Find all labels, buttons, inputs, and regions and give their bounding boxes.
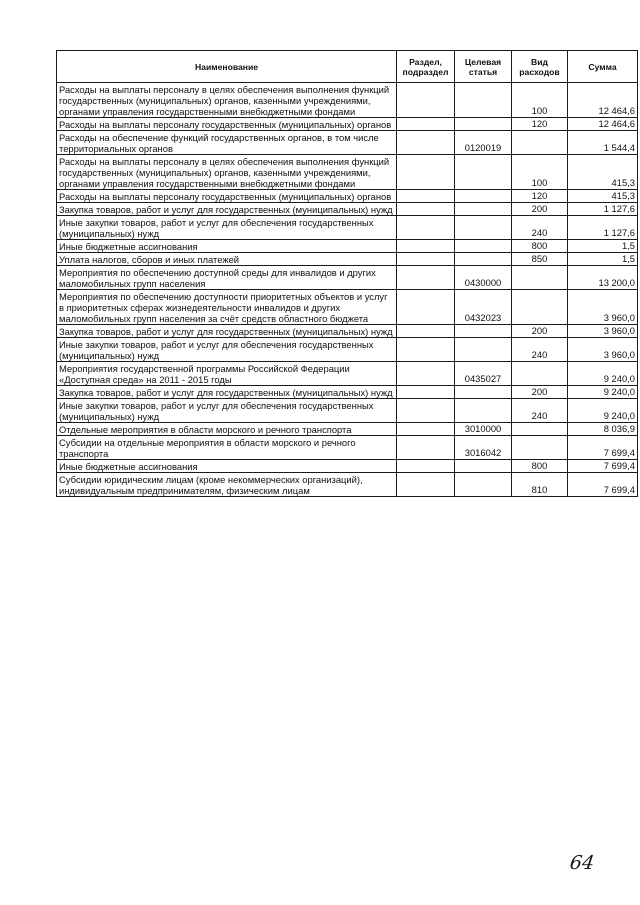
cell-target (455, 203, 512, 216)
cell-target: 0432023 (455, 290, 512, 325)
table-row (57, 118, 638, 131)
cell-section (397, 473, 455, 497)
budget-table (56, 50, 638, 497)
cell-name: Закупка товаров, работ и услуг для государственных (муниципальных) нужд (57, 325, 397, 338)
table-row (57, 240, 638, 253)
cell-target (455, 240, 512, 253)
cell-target (455, 155, 512, 190)
cell-name: Уплата налогов, сборов и иных платежей (57, 253, 397, 266)
cell-name: Субсидии юридическим лицам (кроме некоммерческих организаций), индивидуальным предпринимателям, физическим лицам (57, 473, 397, 497)
cell-expense-type: 240 (512, 216, 568, 240)
cell-expense-type (512, 131, 568, 155)
table-row (57, 266, 638, 290)
cell-name: Субсидии на отдельные мероприятия в области морского и речного транспорта (57, 436, 397, 460)
cell-sum: 9 240,0 (568, 399, 638, 423)
cell-sum: 7 699,4 (568, 436, 638, 460)
cell-section (397, 436, 455, 460)
cell-expense-type: 850 (512, 253, 568, 266)
cell-section (397, 190, 455, 203)
cell-expense-type (512, 423, 568, 436)
cell-target (455, 190, 512, 203)
table-row (57, 362, 638, 386)
cell-sum: 415,3 (568, 190, 638, 203)
cell-name: Мероприятия по обеспечению доступной среды для инвалидов и других маломобильных групп населения (57, 266, 397, 290)
cell-sum: 9 240,0 (568, 386, 638, 399)
cell-expense-type: 200 (512, 386, 568, 399)
table-row (57, 399, 638, 423)
cell-target: 0435027 (455, 362, 512, 386)
cell-section (397, 386, 455, 399)
header-target: Целевая статья (455, 51, 512, 83)
cell-section (397, 155, 455, 190)
cell-name: Расходы на выплаты персоналу в целях обеспечения выполнения функций государственных (муниципальных) органов, казенными учреждениями, органами управления государственными внебюджетными фондами (57, 155, 397, 190)
cell-sum: 12 464,6 (568, 118, 638, 131)
cell-expense-type: 200 (512, 325, 568, 338)
header-sum: Сумма (568, 51, 638, 83)
cell-section (397, 423, 455, 436)
header-row (57, 51, 638, 83)
cell-section (397, 216, 455, 240)
cell-sum: 1 544,4 (568, 131, 638, 155)
cell-target (455, 325, 512, 338)
cell-sum: 1,5 (568, 240, 638, 253)
cell-name: Закупка товаров, работ и услуг для государственных (муниципальных) нужд (57, 203, 397, 216)
cell-sum: 415,3 (568, 155, 638, 190)
cell-target (455, 253, 512, 266)
cell-expense-type (512, 266, 568, 290)
cell-target (455, 83, 512, 118)
cell-section (397, 266, 455, 290)
cell-name: Иные закупки товаров, работ и услуг для обеспечения государственных (муниципальных) нужд (57, 338, 397, 362)
cell-target (455, 118, 512, 131)
cell-sum: 3 960,0 (568, 338, 638, 362)
table-body (57, 83, 638, 497)
table-row (57, 155, 638, 190)
table-row (57, 190, 638, 203)
cell-sum: 1,5 (568, 253, 638, 266)
cell-section (397, 338, 455, 362)
cell-sum: 8 036,9 (568, 423, 638, 436)
cell-name: Иные закупки товаров, работ и услуг для обеспечения государственных (муниципальных) нужд (57, 216, 397, 240)
table-row (57, 290, 638, 325)
cell-sum: 13 200,0 (568, 266, 638, 290)
cell-expense-type: 120 (512, 190, 568, 203)
cell-name: Расходы на выплаты персоналу государственных (муниципальных) органов (57, 190, 397, 203)
cell-expense-type: 240 (512, 338, 568, 362)
page-number: 64 (568, 852, 596, 874)
cell-name: Расходы на выплаты персоналу государственных (муниципальных) органов (57, 118, 397, 131)
cell-expense-type: 120 (512, 118, 568, 131)
cell-name: Иные бюджетные ассигнования (57, 460, 397, 473)
cell-name: Иные закупки товаров, работ и услуг для обеспечения государственных (муниципальных) нужд (57, 399, 397, 423)
table-row (57, 423, 638, 436)
cell-expense-type: 800 (512, 240, 568, 253)
cell-section (397, 83, 455, 118)
table-row (57, 83, 638, 118)
cell-expense-type (512, 436, 568, 460)
cell-sum: 1 127,6 (568, 203, 638, 216)
cell-section (397, 399, 455, 423)
cell-target (455, 460, 512, 473)
cell-section (397, 460, 455, 473)
cell-section (397, 203, 455, 216)
cell-section (397, 325, 455, 338)
table-row (57, 253, 638, 266)
cell-name: Отдельные мероприятия в области морского и речного транспорта (57, 423, 397, 436)
cell-name: Расходы на выплаты персоналу в целях обеспечения выполнения функций государственных (муниципальных) органов, казенными учреждениями, органами управления государственными внебюджетными фондами (57, 83, 397, 118)
cell-section (397, 362, 455, 386)
cell-sum: 1 127,6 (568, 216, 638, 240)
cell-name: Иные бюджетные ассигнования (57, 240, 397, 253)
cell-target: 0430000 (455, 266, 512, 290)
cell-sum: 7 699,4 (568, 473, 638, 497)
cell-target: 3010000 (455, 423, 512, 436)
cell-section (397, 253, 455, 266)
cell-target (455, 386, 512, 399)
cell-expense-type (512, 290, 568, 325)
cell-section (397, 118, 455, 131)
cell-target (455, 399, 512, 423)
cell-expense-type (512, 362, 568, 386)
cell-name: Мероприятия по обеспечению доступности приоритетных объектов и услуг в приоритетных сферах жизнедеятельности инвалидов и других маломобильных групп населения за счёт средств областного бюджета (57, 290, 397, 325)
table-header (57, 51, 638, 83)
header-section: Раздел, подраздел (397, 51, 455, 83)
cell-section (397, 240, 455, 253)
cell-expense-type: 240 (512, 399, 568, 423)
cell-expense-type: 100 (512, 83, 568, 118)
cell-sum: 12 464,6 (568, 83, 638, 118)
cell-name: Расходы на обеспечение функций государственных органов, в том числе территориальных органов (57, 131, 397, 155)
cell-target: 3016042 (455, 436, 512, 460)
table-row (57, 473, 638, 497)
cell-expense-type: 800 (512, 460, 568, 473)
cell-target (455, 473, 512, 497)
cell-expense-type: 100 (512, 155, 568, 190)
cell-target (455, 338, 512, 362)
table-row (57, 131, 638, 155)
table-row (57, 216, 638, 240)
cell-target (455, 216, 512, 240)
cell-expense-type: 200 (512, 203, 568, 216)
cell-sum: 7 699,4 (568, 460, 638, 473)
cell-target: 0120019 (455, 131, 512, 155)
cell-name: Закупка товаров, работ и услуг для государственных (муниципальных) нужд (57, 386, 397, 399)
cell-name: Мероприятия государственной программы Российской Федерации «Доступная среда» на 2011 - 2015 годы (57, 362, 397, 386)
table-row (57, 325, 638, 338)
cell-expense-type: 810 (512, 473, 568, 497)
table-row (57, 460, 638, 473)
table-row (57, 338, 638, 362)
cell-sum: 3 960,0 (568, 325, 638, 338)
table-row (57, 386, 638, 399)
cell-sum: 9 240,0 (568, 362, 638, 386)
header-name: Наименование (57, 51, 397, 83)
table-row (57, 436, 638, 460)
cell-section (397, 290, 455, 325)
cell-sum: 3 960,0 (568, 290, 638, 325)
cell-section (397, 131, 455, 155)
header-expense-type: Вид расходов (512, 51, 568, 83)
table-row (57, 203, 638, 216)
